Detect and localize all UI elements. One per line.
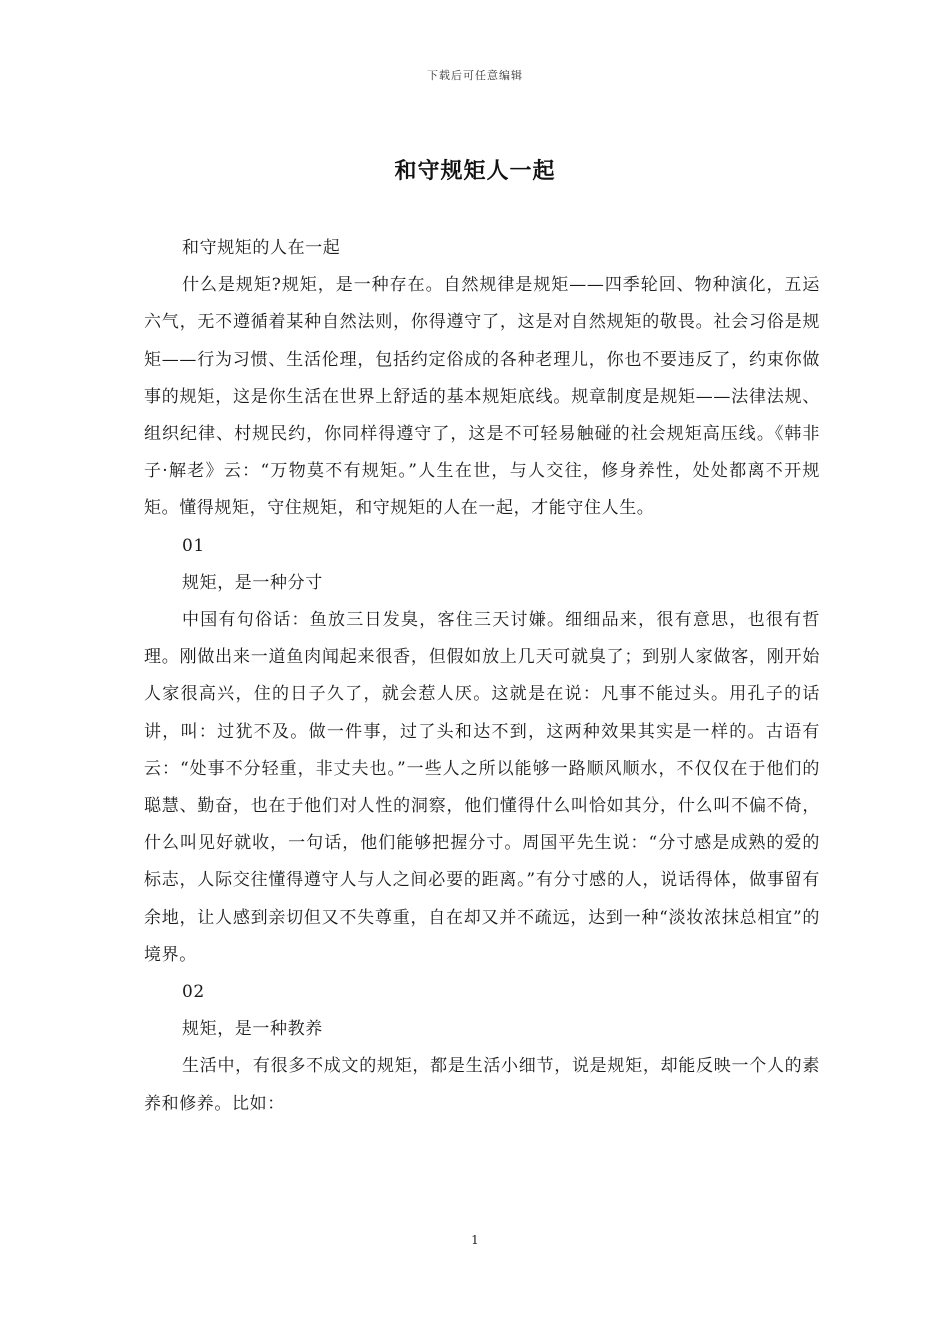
document-body: [144, 230, 820, 1123]
paragraph-subtitle: 和守规矩的人在一起: [182, 238, 341, 258]
document-title: 和守规矩人一起: [394, 158, 556, 184]
paragraph-intro: 什么是规矩?规矩，是一种存在。自然规律是规矩——四季轮回、物种演化，五运六气，无不遵循着某种自然法则，你得遵守了，这是对自然规矩的敬畏。社会习俗是规矩——行为习惯、生活伦理，包括约定俗成的各种老理儿，你也不要违反了，约束你做事的规矩，这是你生活在世界上舒适的基本规矩底线。规章制度是规矩——法律法规、组织纪律、村规民约，你同样得遵守了，这是不可轻易触碰的社会规矩高压线。《韩非子·解老》云：“万物莫不有规矩。”人生在世，与人交往，修身养性，处处都离不开规矩。懂得规矩，守住规矩，和守规矩的人在一起，才能守住人生。: [144, 275, 820, 519]
page-number: 1: [471, 1233, 479, 1247]
paragraph-section-1: 中国有句俗话：鱼放三日发臭，客住三天讨嫌。细细品来，很有意思，也很有哲理。刚做出来一道鱼肉闻起来很香，但假如放上几天可就臭了；到别人家做客，刚开始人家很高兴，住的日子久了，就会惹人厌。这就是在说：凡事不能过头。用孔子的话讲，叫：过犹不及。做一件事，过了头和达不到，这两种效果其实是一样的。古语有云：“处事不分轻重，非丈夫也。”一些人之所以能够一路顺风顺水，不仅仅在于他们的聪慧、勤奋，也在于他们对人性的洞察，他们懂得什么叫恰如其分，什么叫不偏不倚，什么叫见好就收，一句话，他们能够把握分寸。周国平先生说：“分寸感是成熟的爱的标志，人际交往懂得遵守人与人之间必要的距离。”有分寸感的人，说话得体，做事留有余地，让人感到亲切但又不失尊重，自在却又并不疏远，达到一种“淡妆浓抹总相宜”的境界。: [144, 610, 820, 965]
section-number-02: 02: [182, 982, 205, 1003]
section-number-01: 01: [182, 535, 205, 556]
section-heading-1: 规矩，是一种分寸: [182, 572, 323, 593]
paragraph-section-2: 生活中，有很多不成文的规矩，都是生活小细节，说是规矩，却能反映一个人的素养和修养。比如：: [144, 1056, 820, 1114]
page-header: 下载后可任意编辑: [427, 69, 523, 82]
section-heading-2: 规矩，是一种教养: [182, 1019, 323, 1040]
